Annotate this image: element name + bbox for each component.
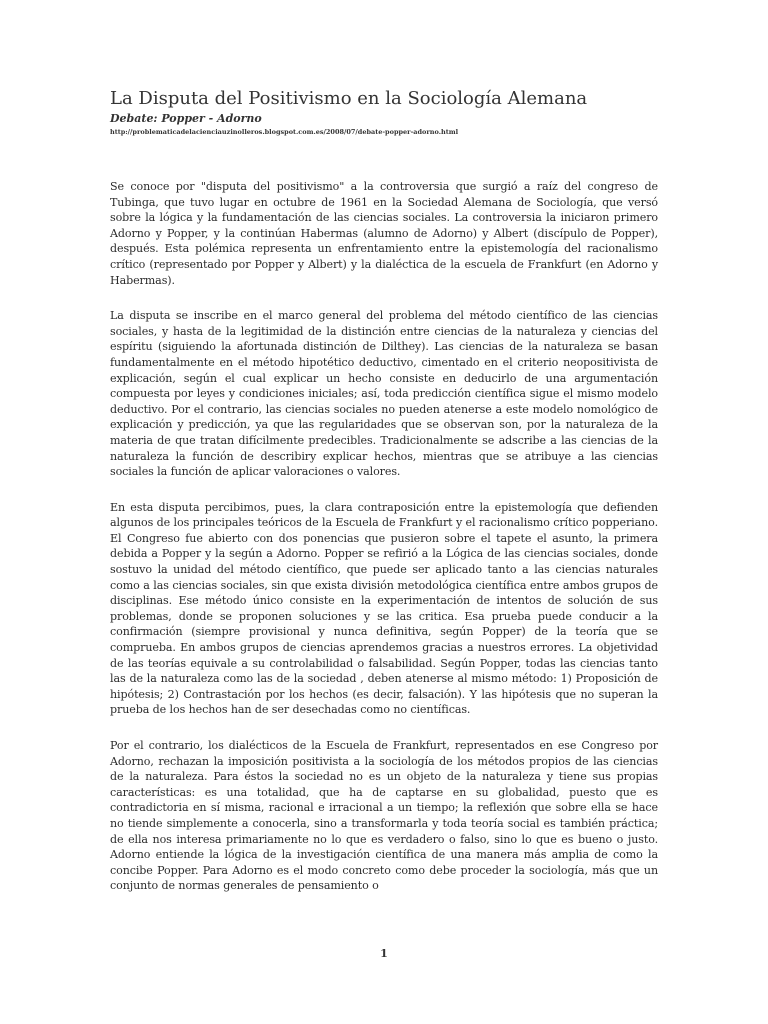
source-url: http://problematicadelacienciauzinolleros.blogspot.com.es/2008/07/debate-popper-adorno.html: [110, 128, 459, 136]
document-header: [110, 87, 670, 137]
document-body: [110, 179, 658, 914]
document-subtitle: Debate: Popper - Adorno: [110, 112, 262, 125]
page-number: 1: [380, 947, 388, 960]
paragraph: En esta disputa percibimos, pues, la clara contraposición entre la epistemología que defienden algunos de los principales teóricos de la Escuela de Frankfurt y el racionalismo crítico popperiano. El Congreso fue abierto con dos ponencias que pusieron sobre el tapete el asunto, la primera debida a Popper y la según a Adorno. Popper se refirió a la Lógica de las ciencias sociales, donde sostuvo la unidad del método científico, que puede ser aplicado tanto a las ciencias naturales como a las ciencias sociales, sin que exista división metodológica científica entre ambos grupos de disciplinas. Ese método único consiste en la experimentación de intentos de solución de sus problemas, donde se proponen soluciones y se las critica. Esa prueba puede conducir a la confirmación (siempre provisional y nunca definitiva, según Popper) de la teoría que se comprueba. En ambos grupos de ciencias aprendemos gracias a nuestros errores. La objetividad de las teorías equivale a su controlabilidad o falsabilidad. Según Popper, todas las ciencias tanto las de la naturaleza como las de la sociedad , deben atenerse al mismo método: 1) Proposición de hipótesis; 2) Contrastación por los hechos (es decir, falsación). Y las hipótesis que no superan la prueba de los hechos han de ser desechadas como no científicas.: [110, 500, 658, 717]
document-title: La Disputa del Positivismo en la Sociología Alemana: [110, 88, 588, 109]
paragraph: Se conoce por "disputa del positivismo" a la controversia que surgió a raíz del congreso de Tubinga, que tuvo lugar en octubre de 1961 en la Sociedad Alemana de Sociología, que versó sobre la lógica y la fundamentación de las ciencias sociales. La controversia la iniciaron primero Adorno y Popper, y la continúan Habermas (alumno de Adorno) y Albert (discípulo de Popper), después. Esta polémica representa un enfrentamiento entre la epistemología del racionalismo crítico (representado por Popper y Albert) y la dialéctica de la escuela de Frankfurt (en Adorno y Habermas).: [110, 180, 658, 287]
paragraph: Por el contrario, los dialécticos de la Escuela de Frankfurt, representados en ese Congreso por Adorno, rechazan la imposición positivista a la sociología de los métodos propios de las ciencias de la naturaleza. Para éstos la sociedad no es un objeto de la naturaleza y tiene sus propias características: es una totalidad, que ha de captarse en su globalidad, puesto que es contradictoria en sí misma, racional e irracional a un tiempo; la reflexión que sobre ella se hace no tiende simplemente a conocerla, sino a transformarla y toda teoría social es también práctica; de ella nos interesa primariamente no lo que es verdadero o falso, sino lo que es bueno o justo. Adorno entiende la lógica de la investigación científica de una manera más amplia de como la concibe Popper. Para Adorno es el modo concreto como debe proceder la sociología, más que un conjunto de normas generales de pensamiento o: [110, 739, 658, 893]
paragraph: La disputa se inscribe en el marco general del problema del método científico de las ciencias sociales, y hasta de la legitimidad de la distinción entre ciencias de la naturaleza y ciencias del espíritu (siguiendo la afortunada distinción de Dilthey). Las ciencias de la naturaleza se basan fundamentalmente en el método hipotético deductivo, cimentado en el criterio neopositivista de explicación, según el cual explicar un hecho consiste en deducirlo de una argumentación compuesta por leyes y condiciones iniciales; así, toda predicción científica sigue el mismo modelo deductivo. Por el contrario, las ciencias sociales no pueden atenerse a este modelo nomológico de explicación y predicción, ya que las regularidades que se observan son, por la naturaleza de la materia de que tratan difícilmente predecibles. Tradicionalmente se adscribe a las ciencias de la naturaleza la función de describiry explicar hechos, mientras que se atribuye a las ciencias sociales la función de aplicar valoraciones o valores.: [110, 309, 658, 479]
